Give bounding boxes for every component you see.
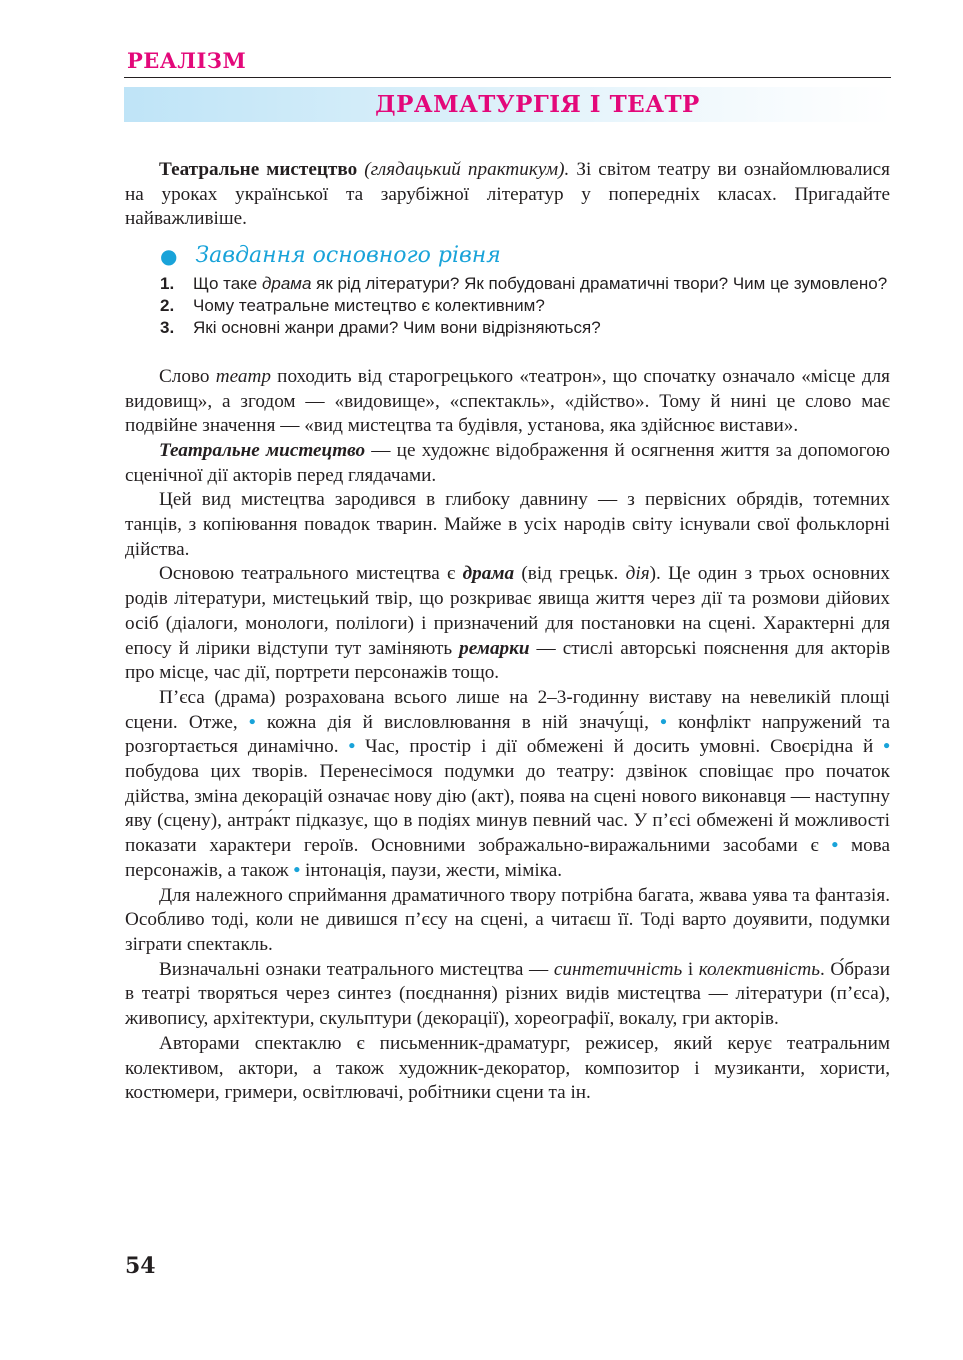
paragraph: Цей вид мистецтва зародився в глибоку давнину — з первісних обрядів, тотемних танців, з копіювання повадок тварин. Майже в усіх народів світу існували свої фольклорні дійства.: [125, 489, 890, 560]
paragraph: [125, 958, 890, 1032]
text: Час, простір і дії обмежені й досить умовні. Своєрідна й: [355, 736, 884, 758]
text: . О́брази в театрі творяться через синтез (поєднання) різних видів мистецтва — літератури (п’єса), живопису, архітектури, скульптури (декорації), хореографії, вокалу, гри акторів.: [125, 958, 890, 1030]
text: — це художнє відображення й осягнення життя за допомогою сценічної дії акторів перед глядачами.: [125, 439, 891, 486]
header-rule: [124, 77, 891, 78]
bullet-icon: •: [293, 859, 301, 881]
bullet-icon: •: [883, 736, 890, 758]
bullet-icon: •: [348, 736, 356, 758]
task-text: Які основні жанри драми? Чим вони відрізняються?: [193, 317, 601, 337]
task-text: як рід літератури? Як побудовані драматичні твори? Чим це зумовлено?: [311, 273, 888, 293]
bullet-icon: ●: [160, 244, 178, 269]
text: Слово: [159, 365, 216, 387]
title-bar: [124, 87, 891, 122]
paragraph: [125, 562, 890, 686]
task-list: [125, 273, 890, 339]
emphasis: колективність: [698, 958, 820, 980]
text: конфлікт напружений та розгортається динамічно.: [125, 711, 890, 758]
emphasis: театр: [215, 365, 271, 387]
emphasis: дія: [625, 563, 650, 585]
intro-text: Зі світом театру ви ознайомлювалися на уроках української та зарубіжної літератур у попередніх класах. Пригадайте найважливіше.: [125, 159, 890, 230]
text: походить від старогрецького «театрон», що спочатку означало «місце для видовищ», а згодом — «видовище», «спектакль», «дійство». Тому й нині це слово має подвійне значення — «вид мистецтва та будівля, установа, яка здійснює вистави».: [125, 365, 890, 437]
paragraph: Для належного сприймання драматичного твору потрібна багата, жвава уява та фантазія. Особливо тоді, коли не дивишся п’єсу на сцені, а читаєш її. Тоді варто доуявити, подумки зіграти спектакль.: [125, 884, 890, 955]
intro-bold: Театральне мистецтво: [159, 159, 358, 180]
task-item: [125, 317, 890, 339]
task-emphasis: драма: [261, 273, 312, 293]
page-title: ДРАМАТУРГІЯ І ТЕАТР: [375, 91, 700, 118]
task-text: Чому театральне мистецтво є колективним?: [193, 295, 545, 315]
text: інтонація, паузи, жести, міміка.: [300, 859, 563, 881]
tasks-heading: [160, 244, 890, 269]
section-label: РЕАЛІЗМ: [127, 48, 247, 73]
text: побудова цих творів. Перенесімося подумки до театру: дзвінок сповіщає про початок дійства, зміна декорацій означає нову дію (акт), поява на сцені нового виконавця — наступну яву (сцену), антра́кт підказує, що в подіях минув певний час. У п’єсі обмежені й можливості показати характери героїв. Основними зображально-виражальними засобами є: [125, 761, 890, 857]
page-number: 54: [125, 1253, 156, 1279]
bullet-icon: •: [248, 711, 256, 733]
task-text: Що таке: [193, 273, 262, 293]
text: Основою театрального мистецтва є: [159, 563, 463, 585]
paragraph: [125, 686, 890, 884]
intro-italic: (глядацький практикум).: [364, 159, 570, 180]
task-number: 2.: [160, 295, 175, 315]
paragraph: [125, 365, 890, 439]
task-item: [125, 273, 890, 295]
term: Театральне мистецтво: [159, 439, 366, 461]
task-item: [125, 295, 890, 317]
paragraph: Авторами спектаклю є письменник-драматург, режисер, який керує театральним колективом, актори, а також художник-декоратор, композитор і музиканти, хористи, костюмери, гримери, освітлювачі, робітники сцени та ін.: [125, 1032, 890, 1104]
task-number: 1.: [160, 273, 175, 293]
text: — стислі авторські пояснення для акторів про місце, час дії, портрети персонажів тощо.: [125, 637, 891, 684]
bullet-icon: •: [831, 835, 839, 857]
text: і: [682, 958, 699, 980]
text: Визначальні ознаки театрального мистецтва —: [159, 958, 554, 980]
term: ремарки: [459, 637, 530, 659]
text: П’єса (драма) розрахована всього лише на 2–3-годинну виставу на невеликій площі сцени. Отже,: [125, 686, 890, 733]
tasks-heading-text: Завдання основного рівня: [195, 243, 501, 269]
text: ). Це один з трьох основних родів літератури, мистецький твір, що розкриває явища життя через дії та розмови дійових осіб (діалоги, монологи, полілоги) і призначений для постановки на сцені. Характерні для епосу й лірики відступи тут заміняють: [125, 563, 890, 659]
emphasis: синтетичність: [553, 958, 683, 980]
text: мова персонажів, а також: [125, 835, 890, 881]
term: драма: [462, 563, 515, 585]
text: кожна дія й висловлювання в ній значу́щі,: [255, 711, 661, 733]
bullet-icon: •: [660, 711, 667, 733]
page-content: [125, 158, 890, 1106]
paragraph: [125, 439, 890, 488]
text: (від грецьк.: [514, 563, 626, 585]
task-number: 3.: [160, 317, 175, 337]
intro-paragraph: [125, 158, 890, 232]
